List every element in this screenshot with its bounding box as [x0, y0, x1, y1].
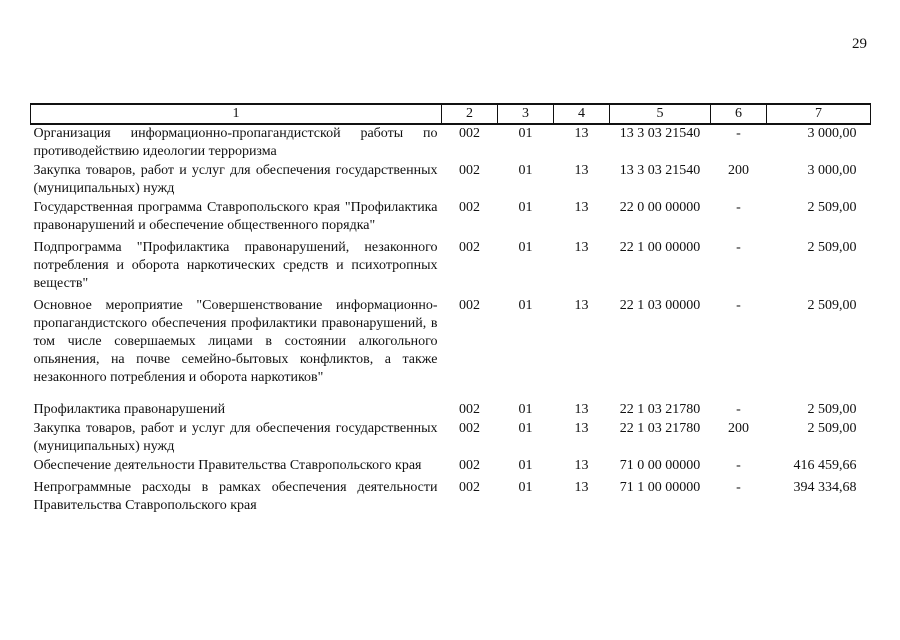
row-ministry-code: 002 — [459, 421, 480, 436]
table-row — [31, 479, 871, 516]
row-ministry-code: 002 — [459, 298, 480, 313]
table-header-row — [31, 104, 871, 124]
table-row — [31, 199, 871, 239]
row-expense-type: - — [736, 240, 741, 255]
row-section-code: 01 — [518, 402, 533, 417]
header-col-6: 6 — [711, 104, 767, 124]
row-target-article: 13 3 03 21540 — [619, 126, 701, 141]
row-section-code: 01 — [518, 126, 533, 141]
table-row — [31, 420, 871, 457]
row-subsection-code: 13 — [574, 126, 589, 141]
row-amount: 2 509,00 — [807, 200, 857, 215]
row-ministry-code: 002 — [459, 458, 480, 473]
row-subsection-code: 13 — [574, 458, 589, 473]
row-expense-type: - — [736, 402, 741, 417]
row-ministry-code: 002 — [459, 480, 480, 495]
row-expense-type: 200 — [728, 421, 749, 436]
row-amount: 416 459,66 — [793, 458, 857, 473]
header-col-1: 1 — [31, 104, 442, 124]
row-amount: 2 509,00 — [807, 421, 857, 436]
row-ministry-code: 002 — [459, 163, 480, 178]
row-target-article: 71 0 00 00000 — [619, 458, 701, 473]
row-amount: 2 509,00 — [807, 402, 857, 417]
table-row — [31, 457, 871, 479]
row-name: Закупка товаров, работ и услуг для обеспечения государственных (муниципальных) нужд — [33, 421, 438, 454]
row-section-code: 01 — [518, 163, 533, 178]
row-section-code: 01 — [518, 200, 533, 215]
table-row — [31, 401, 871, 420]
row-expense-type: - — [736, 126, 741, 141]
header-col-4: 4 — [554, 104, 610, 124]
row-amount: 394 334,68 — [793, 480, 857, 495]
budget-table — [30, 103, 871, 516]
row-section-code: 01 — [518, 458, 533, 473]
row-section-code: 01 — [518, 240, 533, 255]
row-subsection-code: 13 — [574, 480, 589, 495]
row-subsection-code: 13 — [574, 240, 589, 255]
row-expense-type: - — [736, 200, 741, 215]
row-name: Обеспечение деятельности Правительства Ставропольского края — [33, 458, 422, 473]
table-row — [31, 297, 871, 401]
row-name: Непрограммные расходы в рамках обеспечения деятельности Правительства Ставропольского края — [33, 480, 438, 513]
row-target-article: 22 0 00 00000 — [619, 200, 701, 215]
page-number: 29 — [852, 36, 867, 52]
row-expense-type: - — [736, 298, 741, 313]
table-row — [31, 124, 871, 162]
row-name: Основное мероприятие "Совершенствование информационно-пропагандистского обеспечения профилактики правонарушений, в том числе совершаемых лицами в состоянии алкогольного опьянения, на почве семейно-бытовых конфликтов, а также незаконного потребления и оборота наркотиков" — [33, 298, 438, 385]
row-ministry-code: 002 — [459, 240, 480, 255]
row-ministry-code: 002 — [459, 402, 480, 417]
row-name: Профилактика правонарушений — [33, 402, 226, 417]
row-section-code: 01 — [518, 421, 533, 436]
row-subsection-code: 13 — [574, 402, 589, 417]
row-target-article: 13 3 03 21540 — [619, 163, 701, 178]
header-col-3: 3 — [498, 104, 554, 124]
row-expense-type: 200 — [728, 163, 749, 178]
row-amount: 3 000,00 — [807, 163, 857, 178]
row-target-article: 22 1 03 00000 — [619, 298, 701, 313]
table-row — [31, 162, 871, 199]
row-expense-type: - — [736, 458, 741, 473]
header-col-2: 2 — [442, 104, 498, 124]
row-subsection-code: 13 — [574, 163, 589, 178]
header-col-5: 5 — [610, 104, 711, 124]
row-section-code: 01 — [518, 298, 533, 313]
row-subsection-code: 13 — [574, 200, 589, 215]
header-col-7: 7 — [767, 104, 871, 124]
row-target-article: 22 1 03 21780 — [619, 402, 701, 417]
row-name: Государственная программа Ставропольского края "Профилактика правонарушений и обеспечение общественного порядка" — [33, 200, 438, 233]
table-row — [31, 239, 871, 297]
row-amount: 2 509,00 — [807, 240, 857, 255]
row-ministry-code: 002 — [459, 200, 480, 215]
row-target-article: 71 1 00 00000 — [619, 480, 701, 495]
row-section-code: 01 — [518, 480, 533, 495]
row-subsection-code: 13 — [574, 298, 589, 313]
row-name: Организация информационно-пропагандистской работы по противодействию идеологии терроризма — [33, 126, 438, 159]
row-expense-type: - — [736, 480, 741, 495]
row-name: Закупка товаров, работ и услуг для обеспечения государственных (муниципальных) нужд — [33, 163, 438, 196]
row-amount: 3 000,00 — [807, 126, 857, 141]
row-target-article: 22 1 00 00000 — [619, 240, 701, 255]
row-name: Подпрограмма "Профилактика правонарушений, незаконного потребления и оборота наркотических средств и психотропных веществ" — [33, 240, 438, 291]
row-subsection-code: 13 — [574, 421, 589, 436]
row-target-article: 22 1 03 21780 — [619, 421, 701, 436]
row-ministry-code: 002 — [459, 126, 480, 141]
row-amount: 2 509,00 — [807, 298, 857, 313]
